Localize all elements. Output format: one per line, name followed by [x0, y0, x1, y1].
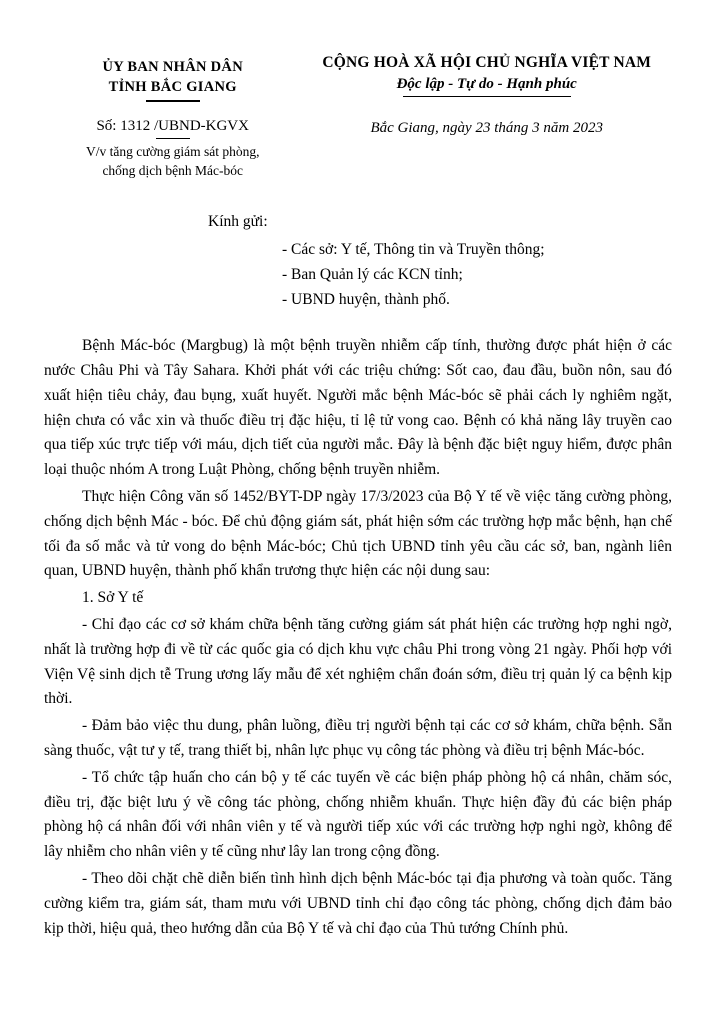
national-heading-block: [301, 52, 672, 97]
list-item: - Ban Quản lý các KCN tỉnh;: [282, 266, 463, 283]
document-subject: [44, 143, 301, 181]
recipients-list: [44, 237, 672, 312]
authority-underline: [146, 100, 200, 102]
recipients-label: Kính gửi:: [208, 212, 268, 230]
body-paragraph: Bệnh Mác-bóc (Margbug) là một bệnh truyền nhiễm cấp tính, thường được phát hiện ở các nước Châu Phi và Tây Sahara. Khởi phát với các triệu chứng: Sốt cao, đau đầu, buồn nôn, sau đó xuất hiện tiêu chảy, đau bụng, xuất huyết. Người mắc bệnh Mác-bóc sẽ phải cách ly nghiêm ngặt, hiện chưa có vắc xin và thuốc điều trị đặc hiệu, tỉ lệ tử vong cao. Bệnh có khả năng lây truyền cao qua tiếp xúc trực tiếp với máu, dịch tiết của người mắc. Đây là bệnh đặc biệt nguy hiểm, được phân loại thuộc nhóm A trong Luật Phòng, chống bệnh truyền nhiễm.: [44, 337, 672, 479]
section-item: - Theo dõi chặt chẽ diễn biến tình hình dịch bệnh Mác-bóc tại địa phương và toàn quốc. Tăng cường kiểm tra, giám sát, tham mưu với UBND tỉnh chỉ đạo công tác phòng, chống dịch đảm bảo kịp thời, hiệu quả, theo hướng dẫn của Bộ Y tế và chỉ đạo của Thủ tướng Chính phủ.: [44, 869, 672, 937]
issuing-authority-line1: ỦY BAN NHÂN DÂN: [102, 59, 243, 75]
national-title: CỘNG HOÀ XÃ HỘI CHỦ NGHĨA VIỆT NAM: [322, 54, 652, 71]
document-number-underline: [156, 138, 190, 139]
national-motto: Độc lập - Tự do - Hạnh phúc: [396, 75, 577, 92]
list-item: - Các sở: Y tế, Thông tin và Truyền thông;: [282, 240, 545, 258]
document-subject-line2: chống dịch bệnh Mác-bóc: [102, 163, 244, 178]
section-item: - Đảm bảo việc thu dung, phân luồng, điều trị người bệnh tại các cơ sở khám, chữa bệnh. Sẵn sàng thuốc, vật tư y tế, trang thiết bị, nhân lực phục vụ công tác phòng và điều trị bệnh Mác-bóc.: [44, 717, 672, 759]
document-body: [44, 334, 672, 941]
place-date-block: [301, 118, 672, 137]
section-title-1: 1. Sở Y tế: [82, 589, 144, 607]
document-header: [44, 52, 672, 102]
document-metadata: [44, 118, 672, 181]
place-and-date: Bắc Giang, ngày 23 tháng 3 năm 2023: [370, 119, 603, 136]
recipients-block: [44, 213, 672, 312]
document-number: Số: 1312 /UBND-KGVX: [96, 117, 249, 134]
motto-underline: [403, 96, 571, 98]
body-paragraph: Thực hiện Công văn số 1452/BYT-DP ngày 17/3/2023 của Bộ Y tế về việc tăng cường phòng, chống dịch bệnh Mác - bóc. Để chủ động giám sát, phát hiện sớm các trường hợp mắc bệnh, hạn chế tối đa số mắc và tử vong do bệnh Mác-bóc; Chủ tịch UBND tỉnh yêu cầu các sở, ban, ngành liên quan, UBND huyện, thành phố khẩn trương thực hiện các nội dung sau:: [44, 488, 672, 580]
section-item: - Chỉ đạo các cơ sở khám chữa bệnh tăng cường giám sát phát hiện các trường hợp nghi ngờ, nhất là trường hợp đi về từ các quốc gia có dịch khu vực châu Phi trong vòng 21 ngày. Phối hợp với Viện Vệ sinh dịch tễ Trung ương lấy mẫu để xét nghiệm chẩn đoán sớm, điều trị quản lý ca bệnh kịp thời.: [44, 615, 672, 708]
issuing-authority-line2: TỈNH BẮC GIANG: [108, 78, 237, 95]
issuing-authority-block: [44, 52, 301, 102]
issuing-authority: [44, 58, 301, 97]
list-item: - UBND huyện, thành phố.: [282, 291, 450, 309]
section-item: - Tổ chức tập huấn cho cán bộ y tế các tuyến về các biện pháp phòng hộ cá nhân, chăm sóc, điều trị, đặc biệt lưu ý về công tác phòng, chống nhiễm khuẩn. Thực hiện đầy đủ các biện pháp phòng hộ cá nhân đối với nhân viên y tế và người tiếp xúc với các trường hợp nghi ngờ, không để lây nhiễm cho nhân viên y tế cũng như lây lan trong cộng đồng.: [44, 768, 672, 861]
document-number-block: [44, 118, 301, 181]
document-subject-line1: V/v tăng cường giám sát phòng,: [86, 144, 260, 160]
